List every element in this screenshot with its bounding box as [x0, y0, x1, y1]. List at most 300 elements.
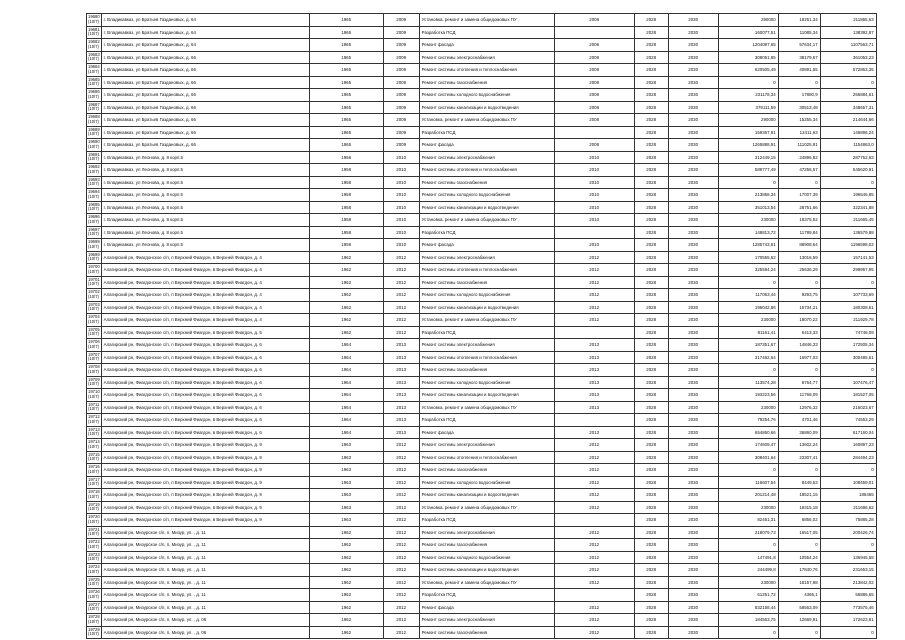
plan-end-year-cell: 2030	[668, 501, 718, 514]
cost-cell: 159367,91	[718, 126, 778, 139]
year-cell: 2009	[383, 89, 419, 102]
plan-end-year-cell: 2030	[668, 239, 718, 252]
year-built-cell: 1964	[309, 414, 383, 427]
table-row	[87, 189, 877, 202]
cost-share-cell: 0	[778, 76, 820, 89]
last-repair-year-cell: 2013	[554, 376, 634, 389]
table-row	[87, 614, 877, 627]
plan-end-year-cell: 2030	[668, 426, 718, 439]
row-id-cell: 19694 (10/7)	[87, 189, 102, 202]
year-built-cell: 1962	[309, 264, 383, 277]
table-row	[87, 101, 877, 114]
address-cell: Алагирский рн, Мизурское с/п, п. Мизур, ул. , д. 11	[101, 526, 309, 539]
address-cell: Алагирский рн, Фиагдонское с/п, п Верхний Фиагдон, в Верхней Фиагдон, д. 9	[101, 501, 309, 514]
table-row	[87, 414, 877, 427]
row-id-cell: 19682 (10/7)	[87, 39, 102, 52]
year-cell: 2012	[383, 501, 419, 514]
table-row	[87, 51, 877, 64]
cost-balance-cell: 75885,28	[820, 514, 876, 527]
last-repair-year-cell: 2010	[554, 214, 634, 227]
last-repair-year-cell: 2012	[554, 314, 634, 327]
plan-start-year-cell: 2028	[634, 201, 668, 214]
plan-start-year-cell: 2028	[634, 151, 668, 164]
year-cell: 2009	[383, 76, 419, 89]
year-cell: 2009	[383, 64, 419, 77]
address-cell: Алагирский рн, Фиагдонское с/п, п Верхний Фиагдон, в Верхней Фиагдон, д. 6	[101, 414, 309, 427]
last-repair-year-cell: 2013	[554, 351, 634, 364]
cost-balance-cell: 172505,34	[820, 339, 876, 352]
row-id-cell: 19680 (10/7)	[87, 14, 102, 27]
table-row	[87, 14, 877, 27]
plan-start-year-cell: 2028	[634, 114, 668, 127]
year-cell: 2009	[383, 14, 419, 27]
cost-cell: 117063,44	[718, 289, 778, 302]
last-repair-year-cell	[554, 514, 634, 527]
work-type-cell: Ремонт системы холодного водоснабжения	[419, 289, 554, 302]
cost-cell: 0	[718, 539, 778, 552]
last-repair-year-cell	[554, 414, 634, 427]
cost-cell: 113574,28	[718, 376, 778, 389]
cost-share-cell: 40891,55	[778, 64, 820, 77]
plan-start-year-cell: 2028	[634, 614, 668, 627]
row-id-cell: 19711 (10/7)	[87, 401, 102, 414]
address-cell: Алагирский рн, Фиагдонское с/п, п Верхний Фиагдон, в Верхней Фиагдон, д. 6	[101, 389, 309, 402]
address-cell: г. Владикавказ, ул Братьев Газдановых, д. 66	[101, 114, 309, 127]
table-row	[87, 526, 877, 539]
work-type-cell: Ремонт системы газоснабжения	[419, 539, 554, 552]
work-type-cell: Разработка ПСД	[419, 26, 554, 39]
work-type-cell: Установка, ремонт и замена общедомовых ПУ	[419, 401, 554, 414]
plan-start-year-cell: 2028	[634, 626, 668, 639]
year-built-cell: 1962	[309, 539, 383, 552]
plan-start-year-cell: 2028	[634, 489, 668, 502]
cost-cell: 589777,49	[718, 164, 778, 177]
table-row	[87, 151, 877, 164]
plan-start-year-cell: 2028	[634, 189, 668, 202]
plan-start-year-cell: 2028	[634, 601, 668, 614]
year-built-cell: 1965	[309, 14, 383, 27]
year-cell: 2012	[383, 451, 419, 464]
work-type-cell: Установка, ремонт и замена общедомовых ПУ	[419, 214, 554, 227]
cost-cell: 317462,64	[718, 351, 778, 364]
table-row	[87, 239, 877, 252]
year-cell: 2010	[383, 151, 419, 164]
work-type-cell: Ремонт системы газоснабжения	[419, 276, 554, 289]
address-cell: Алагирский рн, Фиагдонское с/п, п Верхний Фиагдон, в Верхней Фиагдон, д. 6	[101, 364, 309, 377]
cost-share-cell: 18375,52	[778, 214, 820, 227]
cost-share-cell: 13016,59	[778, 251, 820, 264]
work-type-cell: Ремонт системы газоснабжения	[419, 76, 554, 89]
cost-balance-cell: 181527,05	[820, 389, 876, 402]
work-type-cell: Ремонт фасада	[419, 39, 554, 52]
last-repair-year-cell: 2012	[554, 614, 634, 627]
year-built-cell: 1963	[309, 464, 383, 477]
year-built-cell: 1965	[309, 76, 383, 89]
year-built-cell: 1962	[309, 314, 383, 327]
cost-balance-cell: 211929,78	[820, 314, 876, 327]
plan-end-year-cell: 2030	[668, 189, 718, 202]
plan-end-year-cell: 2030	[668, 401, 718, 414]
cost-share-cell: 36860,09	[778, 426, 820, 439]
year-cell: 2012	[383, 476, 419, 489]
address-cell: г. Владикавказ, ул Братьев Газдановых, д. 66	[101, 126, 309, 139]
cost-share-cell: 12976,32	[778, 401, 820, 414]
cost-balance-cell: 108459,01	[820, 476, 876, 489]
year-built-cell: 1958	[309, 239, 383, 252]
cost-share-cell: 15734,21	[778, 301, 820, 314]
work-type-cell: Ремонт системы канализации и водоотведения	[419, 101, 554, 114]
cost-balance-cell: 0	[820, 464, 876, 477]
cost-cell: 0	[718, 76, 778, 89]
year-built-cell: 1964	[309, 364, 383, 377]
table-row	[87, 576, 877, 589]
year-built-cell: 1962	[309, 601, 383, 614]
cost-balance-cell: 146896,24	[820, 126, 876, 139]
cost-cell: 160077,51	[718, 26, 778, 39]
plan-start-year-cell: 2028	[634, 376, 668, 389]
cost-cell: 308051,85	[718, 51, 778, 64]
year-cell: 2010	[383, 239, 419, 252]
work-type-cell: Ремонт системы холодного водоснабжения	[419, 89, 554, 102]
table-row	[87, 389, 877, 402]
year-built-cell: 1958	[309, 201, 383, 214]
address-cell: Алагирский рн, Фиагдонское с/п, п Верхний Фиагдон, в Верхней Фиагдон, д. 4	[101, 314, 309, 327]
work-type-cell: Ремонт системы канализации и водоотведения	[419, 564, 554, 577]
year-cell: 2012	[383, 626, 419, 639]
cost-balance-cell: 256884,61	[820, 89, 876, 102]
row-id-cell: 19686 (10/7)	[87, 89, 102, 102]
plan-end-year-cell: 2030	[668, 151, 718, 164]
row-id-cell: 19712 (10/7)	[87, 414, 102, 427]
work-type-cell: Разработка ПСД	[419, 126, 554, 139]
plan-end-year-cell: 2030	[668, 51, 718, 64]
row-id-cell: 19707 (10/7)	[87, 351, 102, 364]
year-built-cell: 1962	[309, 589, 383, 602]
cost-share-cell: 4701,46	[778, 414, 820, 427]
address-cell: Алагирский рн, Фиагдонское с/п, п Верхний Фиагдон, в Верхней Фиагдон, д. 6	[101, 339, 309, 352]
year-cell: 2013	[383, 414, 419, 427]
last-repair-year-cell: 2008	[554, 89, 634, 102]
cost-share-cell: 6856,02	[778, 514, 820, 527]
cost-balance-cell: 1196598,02	[820, 239, 876, 252]
work-type-cell: Ремонт системы газоснабжения	[419, 464, 554, 477]
table-row	[87, 139, 877, 152]
row-id-cell: 19709 (10/7)	[87, 376, 102, 389]
plan-start-year-cell: 2028	[634, 339, 668, 352]
cost-cell: 0	[718, 464, 778, 477]
year-built-cell: 1962	[309, 251, 383, 264]
work-type-cell: Разработка ПСД	[419, 414, 554, 427]
work-type-cell: Установка, ремонт и замена общедомовых ПУ	[419, 576, 554, 589]
plan-start-year-cell: 2028	[634, 214, 668, 227]
last-repair-year-cell	[554, 126, 634, 139]
cost-share-cell: 25636,29	[778, 264, 820, 277]
last-repair-year-cell	[554, 589, 634, 602]
work-type-cell: Ремонт системы газоснабжения	[419, 176, 554, 189]
cost-cell: 351013,54	[718, 201, 778, 214]
plan-end-year-cell: 2030	[668, 201, 718, 214]
cost-cell: 1204097,65	[718, 39, 778, 52]
work-type-cell: Ремонт системы канализации и водоотведения	[419, 389, 554, 402]
plan-end-year-cell: 2030	[668, 626, 718, 639]
address-cell: г. Владикавказ, ул Леонова, д. 8 корп.5	[101, 189, 309, 202]
cost-share-cell: 0	[778, 276, 820, 289]
last-repair-year-cell: 2008	[554, 101, 634, 114]
address-cell: г. Владикавказ, ул Леонова, д. 8 корп.5	[101, 151, 309, 164]
cost-share-cell: 11768,09	[778, 389, 820, 402]
year-built-cell: 1964	[309, 339, 383, 352]
work-type-cell: Ремонт системы электроснабжения	[419, 439, 554, 452]
cost-cell: 231178,34	[718, 89, 778, 102]
address-cell: г. Владикавказ, ул Леонова, д. 8 корп.5	[101, 226, 309, 239]
year-cell: 2013	[383, 426, 419, 439]
year-cell: 2010	[383, 164, 419, 177]
last-repair-year-cell	[554, 226, 634, 239]
plan-end-year-cell: 2030	[668, 101, 718, 114]
plan-end-year-cell: 2030	[668, 614, 718, 627]
table-row	[87, 539, 877, 552]
row-id-cell: 19716 (10/7)	[87, 464, 102, 477]
cost-balance-cell: 211696,62	[820, 501, 876, 514]
table-row	[87, 164, 877, 177]
table-row	[87, 226, 877, 239]
plan-end-year-cell: 2030	[668, 351, 718, 364]
work-type-cell: Установка, ремонт и замена общедомовых ПУ	[419, 314, 554, 327]
plan-start-year-cell: 2028	[634, 264, 668, 277]
last-repair-year-cell	[554, 26, 634, 39]
plan-end-year-cell: 2030	[668, 389, 718, 402]
plan-start-year-cell: 2028	[634, 326, 668, 339]
year-built-cell: 1965	[309, 89, 383, 102]
work-type-cell: Ремонт системы отопления и теплоснабжения	[419, 164, 554, 177]
plan-start-year-cell: 2028	[634, 351, 668, 364]
work-type-cell: Ремонт системы отопления и теплоснабжения	[419, 64, 554, 77]
plan-end-year-cell: 2030	[668, 551, 718, 564]
cost-share-cell: 9293,75	[778, 289, 820, 302]
last-repair-year-cell: 2013	[554, 426, 634, 439]
last-repair-year-cell: 2013	[554, 401, 634, 414]
last-repair-year-cell: 2012	[554, 601, 634, 614]
cost-share-cell: 0	[778, 364, 820, 377]
table-row	[87, 339, 877, 352]
year-built-cell: 1958	[309, 214, 383, 227]
plan-start-year-cell: 2028	[634, 439, 668, 452]
work-type-cell: Ремонт фасада	[419, 239, 554, 252]
address-cell: Алагирский рн, Фиагдонское с/п, п Верхний Фиагдон, в Верхней Фиагдон, д. 9	[101, 439, 309, 452]
row-id-cell: 19689 (10/7)	[87, 126, 102, 139]
cost-cell: 654860,66	[718, 426, 778, 439]
cost-share-cell: 47256,57	[778, 164, 820, 177]
cost-share-cell: 8764,77	[778, 376, 820, 389]
cost-share-cell: 0	[778, 176, 820, 189]
year-built-cell: 1962	[309, 614, 383, 627]
plan-end-year-cell: 2030	[668, 526, 718, 539]
work-type-cell: Установка, ремонт и замена общедомовых ПУ	[419, 501, 554, 514]
table-row	[87, 39, 877, 52]
address-cell: г. Владикавказ, ул Братьев Газдановых, д. 66	[101, 101, 309, 114]
address-cell: г. Владикавказ, ул Леонова, д. 8 корп.5	[101, 176, 309, 189]
row-id-cell: 19696 (10/7)	[87, 214, 102, 227]
plan-end-year-cell: 2030	[668, 139, 718, 152]
cost-balance-cell: 74748,08	[820, 326, 876, 339]
cost-balance-cell: 287752,63	[820, 151, 876, 164]
plan-end-year-cell: 2030	[668, 589, 718, 602]
row-id-cell: 19687 (10/7)	[87, 101, 102, 114]
work-type-cell: Ремонт системы холодного водоснабжения	[419, 376, 554, 389]
last-repair-year-cell: 2010	[554, 239, 634, 252]
plan-start-year-cell: 2028	[634, 364, 668, 377]
cost-cell: 230000	[718, 501, 778, 514]
work-type-cell: Ремонт системы электроснабжения	[419, 614, 554, 627]
work-type-cell: Ремонт системы холодного водоснабжения	[419, 476, 554, 489]
plan-start-year-cell: 2028	[634, 289, 668, 302]
plan-end-year-cell: 2030	[668, 289, 718, 302]
year-cell: 2012	[383, 301, 419, 314]
work-type-cell: Ремонт системы отопления и теплоснабжения	[419, 451, 554, 464]
row-id-cell: 19717 (10/7)	[87, 476, 102, 489]
plan-start-year-cell: 2028	[634, 464, 668, 477]
last-repair-year-cell: 2013	[554, 339, 634, 352]
year-cell: 2012	[383, 614, 419, 627]
cost-balance-cell: 138392,87	[820, 26, 876, 39]
cost-balance-cell: 56886,65	[820, 589, 876, 602]
cost-cell: 325594,24	[718, 264, 778, 277]
row-id-cell: 19688 (10/7)	[87, 114, 102, 127]
table-row	[87, 301, 877, 314]
year-built-cell: 1958	[309, 189, 383, 202]
plan-end-year-cell: 2030	[668, 164, 718, 177]
cost-share-cell: 13602,24	[778, 439, 820, 452]
year-built-cell: 1964	[309, 426, 383, 439]
row-id-cell: 19729 (10/7)	[87, 626, 102, 639]
cost-balance-cell: 196546,85	[820, 189, 876, 202]
cost-share-cell: 17007,39	[778, 189, 820, 202]
plan-start-year-cell: 2028	[634, 89, 668, 102]
year-cell: 2012	[383, 576, 419, 589]
plan-end-year-cell: 2030	[668, 314, 718, 327]
cost-share-cell: 12669,91	[778, 614, 820, 627]
plan-end-year-cell: 2030	[668, 539, 718, 552]
last-repair-year-cell: 2012	[554, 551, 634, 564]
cost-cell: 230000	[718, 214, 778, 227]
cost-balance-cell: 572863,35	[820, 64, 876, 77]
address-cell: г. Владикавказ, ул Братьев Газдановых, д. 66	[101, 76, 309, 89]
cost-balance-cell: 200426,74	[820, 526, 876, 539]
last-repair-year-cell: 2006	[554, 39, 634, 52]
plan-start-year-cell: 2028	[634, 589, 668, 602]
plan-end-year-cell: 2030	[668, 126, 718, 139]
year-cell: 2009	[383, 114, 419, 127]
table-row	[87, 626, 877, 639]
row-id-cell: 19695 (10/7)	[87, 201, 102, 214]
cost-balance-cell: 0	[820, 76, 876, 89]
table-row	[87, 251, 877, 264]
cost-cell: 290000	[718, 14, 778, 27]
table-row	[87, 551, 877, 564]
cost-share-cell: 18070,22	[778, 314, 820, 327]
year-cell: 2012	[383, 526, 419, 539]
plan-end-year-cell: 2030	[668, 226, 718, 239]
address-cell: Алагирский рн, Фиагдонское с/п, п Верхний Фиагдон, в Верхней Фиагдон, д. 4	[101, 276, 309, 289]
cost-balance-cell: 157141,53	[820, 251, 876, 264]
plan-end-year-cell: 2030	[668, 264, 718, 277]
address-cell: Алагирский рн, Фиагдонское с/п, п Верхний Фиагдон, в Верхней Фиагдон, д. 9	[101, 514, 309, 527]
last-repair-year-cell: 2008	[554, 139, 634, 152]
cost-balance-cell: 185465	[820, 489, 876, 502]
row-id-cell: 19728 (10/7)	[87, 614, 102, 627]
cost-cell: 193223,56	[718, 389, 778, 402]
last-repair-year-cell: 2013	[554, 389, 634, 402]
plan-start-year-cell: 2028	[634, 501, 668, 514]
plan-end-year-cell: 2030	[668, 39, 718, 52]
year-built-cell: 1962	[309, 326, 383, 339]
cost-share-cell: 4365,1	[778, 589, 820, 602]
address-cell: Алагирский рн, Фиагдонское с/п, п Верхний Фиагдон, в Верхней Фиагдон, д. 9	[101, 489, 309, 502]
cost-cell: 184563,75	[718, 614, 778, 627]
row-id-cell: 19690 (10/7)	[87, 139, 102, 152]
cost-share-cell: 24896,82	[778, 151, 820, 164]
plan-start-year-cell: 2028	[634, 514, 668, 527]
year-cell: 2010	[383, 214, 419, 227]
plan-end-year-cell: 2030	[668, 414, 718, 427]
plan-start-year-cell: 2028	[634, 539, 668, 552]
last-repair-year-cell: 2012	[554, 489, 634, 502]
work-type-cell: Установка, ремонт и замена общедомовых ПУ	[419, 14, 554, 27]
cost-balance-cell: 0	[820, 626, 876, 639]
cost-share-cell: 23307,41	[778, 451, 820, 464]
cost-balance-cell: 213842,02	[820, 576, 876, 589]
year-built-cell: 1963	[309, 489, 383, 502]
year-cell: 2013	[383, 376, 419, 389]
address-cell: Алагирский рн, Фиагдонское с/п, п Верхний Фиагдон, в Верхней Фиагдон, д. 4	[101, 289, 309, 302]
year-cell: 2013	[383, 364, 419, 377]
address-cell: Алагирский рн, Мизурское с/п, п. Мизур, ул. , д. 11	[101, 539, 309, 552]
table-row	[87, 401, 877, 414]
last-repair-year-cell: 2010	[554, 151, 634, 164]
plan-end-year-cell: 2030	[668, 76, 718, 89]
cost-cell: 290000	[718, 114, 778, 127]
last-repair-year-cell: 2008	[554, 14, 634, 27]
year-built-cell: 1963	[309, 514, 383, 527]
work-type-cell: Разработка ПСД	[419, 226, 554, 239]
last-repair-year-cell: 2013	[554, 364, 634, 377]
year-cell: 2009	[383, 51, 419, 64]
plan-start-year-cell: 2028	[634, 251, 668, 264]
year-cell: 2012	[383, 464, 419, 477]
address-cell: Алагирский рн, Фиагдонское с/п, п Верхний Фиагдон, в Верхней Фиагдон, д. 4	[101, 301, 309, 314]
year-cell: 2013	[383, 351, 419, 364]
table-row	[87, 564, 877, 577]
address-cell: г. Владикавказ, ул Братьев Газдановых, д. 64	[101, 14, 309, 27]
plan-end-year-cell: 2030	[668, 114, 718, 127]
year-cell: 2012	[383, 276, 419, 289]
cost-balance-cell: 284494,23	[820, 451, 876, 464]
cost-balance-cell: 211865,63	[820, 14, 876, 27]
cost-share-cell: 15255,34	[778, 114, 820, 127]
plan-end-year-cell: 2030	[668, 339, 718, 352]
last-repair-year-cell: 2012	[554, 539, 634, 552]
year-built-cell: 1962	[309, 576, 383, 589]
plan-start-year-cell: 2028	[634, 414, 668, 427]
cost-balance-cell: 136579,88	[820, 226, 876, 239]
work-type-cell: Установка, ремонт и замена общедомовых ПУ	[419, 114, 554, 127]
cost-balance-cell: 214644,66	[820, 114, 876, 127]
cost-share-cell: 18157,98	[778, 576, 820, 589]
last-repair-year-cell: 2008	[554, 76, 634, 89]
address-cell: Алагирский рн, Фиагдонское с/п, п Верхний Фиагдон, в Верхней Фиагдон, д. 4	[101, 264, 309, 277]
cost-balance-cell: 617160,04	[820, 426, 876, 439]
last-repair-year-cell: 2012	[554, 251, 634, 264]
